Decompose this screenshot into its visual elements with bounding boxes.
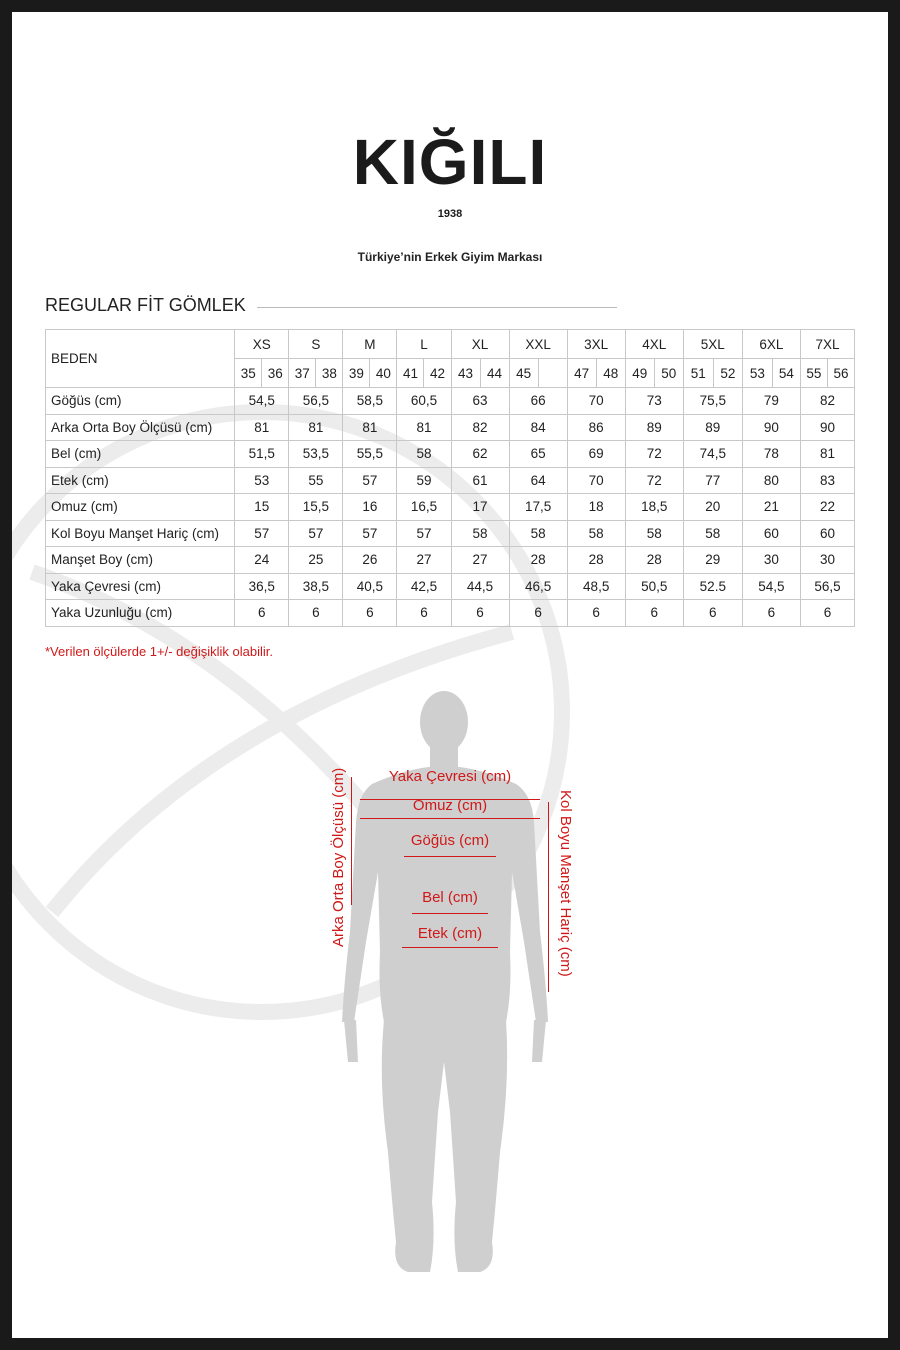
table-cell: 72: [625, 467, 683, 494]
table-cell: 58,5: [343, 388, 397, 415]
table-cell: 30: [800, 547, 854, 574]
table-cell: 90: [742, 414, 800, 441]
table-cell: 40,5: [343, 573, 397, 600]
table-cell: 16: [343, 494, 397, 521]
size-chart-page: [12, 12, 888, 1338]
row-label: Yaka Uzunluğu (cm): [46, 600, 235, 627]
measure-line: [402, 947, 498, 948]
subsize-header: 53: [742, 359, 772, 388]
table-cell: 55,5: [343, 441, 397, 468]
table-cell: 89: [625, 414, 683, 441]
table-cell: 46,5: [509, 573, 567, 600]
table-cell: 79: [742, 388, 800, 415]
table-cell: 6: [567, 600, 625, 627]
table-cell: 81: [397, 414, 451, 441]
table-cell: 6: [800, 600, 854, 627]
table-cell: 6: [625, 600, 683, 627]
table-row: [46, 441, 855, 468]
table-row: [46, 414, 855, 441]
table-cell: 80: [742, 467, 800, 494]
table-cell: 53: [235, 467, 289, 494]
table-cell: 52.5: [683, 573, 742, 600]
table-cell: 62: [451, 441, 509, 468]
label-yaka-cevresi: Yaka Çevresi (cm): [388, 768, 512, 785]
row-label: Bel (cm): [46, 441, 235, 468]
table-cell: 25: [289, 547, 343, 574]
table-cell: 83: [800, 467, 854, 494]
measure-line-vertical: [548, 802, 549, 992]
size-header: 4XL: [625, 330, 683, 359]
table-cell: 6: [683, 600, 742, 627]
table-row: [46, 573, 855, 600]
table-cell: 44,5: [451, 573, 509, 600]
brand-logo: [12, 122, 888, 272]
size-header: XS: [235, 330, 289, 359]
measure-line: [412, 913, 488, 914]
table-cell: 51,5: [235, 441, 289, 468]
table-cell: 56,5: [289, 388, 343, 415]
table-cell: 55: [289, 467, 343, 494]
table-cell: 36,5: [235, 573, 289, 600]
subsize-header: 51: [683, 359, 713, 388]
subsize-header: 45: [509, 359, 538, 388]
table-cell: 6: [509, 600, 567, 627]
size-header: 7XL: [800, 330, 854, 359]
subsize-header: 36: [262, 359, 289, 388]
table-cell: 15: [235, 494, 289, 521]
table-cell: 58: [567, 520, 625, 547]
table-row: [46, 467, 855, 494]
table-cell: 70: [567, 467, 625, 494]
table-row: [46, 600, 855, 627]
label-gogus: Göğüs (cm): [410, 832, 490, 849]
label-omuz: Omuz (cm): [412, 797, 488, 814]
size-header: L: [397, 330, 451, 359]
table-cell: 17,5: [509, 494, 567, 521]
table-cell: 54,5: [742, 573, 800, 600]
table-cell: 21: [742, 494, 800, 521]
table-row: [46, 520, 855, 547]
table-cell: 56,5: [800, 573, 854, 600]
table-cell: 6: [742, 600, 800, 627]
size-header: XL: [451, 330, 509, 359]
table-cell: 29: [683, 547, 742, 574]
table-cell: 59: [397, 467, 451, 494]
table-cell: 18: [567, 494, 625, 521]
table-cell: 58: [397, 441, 451, 468]
table-cell: 48,5: [567, 573, 625, 600]
table-cell: 28: [625, 547, 683, 574]
table-row: [46, 494, 855, 521]
table-cell: 15,5: [289, 494, 343, 521]
subsize-header: 37: [289, 359, 316, 388]
size-header: 3XL: [567, 330, 625, 359]
size-table: [45, 329, 855, 627]
page-title: REGULAR FİT GÖMLEK: [45, 295, 246, 315]
table-cell: 73: [625, 388, 683, 415]
subsize-header: 50: [654, 359, 683, 388]
table-cell: 74,5: [683, 441, 742, 468]
table-cell: 82: [800, 388, 854, 415]
subsize-header: 52: [713, 359, 742, 388]
row-label: Omuz (cm): [46, 494, 235, 521]
row-label: Etek (cm): [46, 467, 235, 494]
table-cell: 28: [509, 547, 567, 574]
table-cell: 90: [800, 414, 854, 441]
table-cell: 42,5: [397, 573, 451, 600]
table-cell: 27: [397, 547, 451, 574]
subsize-header: 56: [827, 359, 854, 388]
table-cell: 27: [451, 547, 509, 574]
brand-year: 1938: [437, 208, 463, 220]
table-cell: 57: [397, 520, 451, 547]
table-cell: 75,5: [683, 388, 742, 415]
subsize-header: 54: [772, 359, 800, 388]
table-cell: 81: [800, 441, 854, 468]
table-cell: 60,5: [397, 388, 451, 415]
subsize-header: 44: [480, 359, 509, 388]
subsize-header: 41: [397, 359, 424, 388]
table-cell: 53,5: [289, 441, 343, 468]
table-cell: 54,5: [235, 388, 289, 415]
table-cell: 60: [800, 520, 854, 547]
subsize-header: 49: [625, 359, 654, 388]
table-cell: 16,5: [397, 494, 451, 521]
table-row: [46, 388, 855, 415]
table-cell: 69: [567, 441, 625, 468]
table-cell: 81: [289, 414, 343, 441]
table-cell: 66: [509, 388, 567, 415]
measure-line-vertical: [351, 777, 352, 905]
corner-label: BEDEN: [46, 330, 235, 388]
table-cell: 78: [742, 441, 800, 468]
label-arka-orta-boy: Arka Orta Boy Ölçüsü (cm): [330, 767, 347, 947]
subsize-header: 43: [451, 359, 480, 388]
table-cell: 70: [567, 388, 625, 415]
subsize-header: 48: [596, 359, 625, 388]
table-row: [46, 547, 855, 574]
size-header: S: [289, 330, 343, 359]
measure-line: [404, 856, 496, 857]
table-cell: 82: [451, 414, 509, 441]
row-label: Yaka Çevresi (cm): [46, 573, 235, 600]
table-cell: 77: [683, 467, 742, 494]
brand-tagline: Türkiye’nin Erkek Giyim Markası: [357, 250, 543, 264]
table-cell: 6: [451, 600, 509, 627]
measure-line: [360, 818, 540, 819]
row-label: Göğüs (cm): [46, 388, 235, 415]
table-cell: 81: [343, 414, 397, 441]
table-cell: 65: [509, 441, 567, 468]
table-cell: 84: [509, 414, 567, 441]
table-cell: 6: [289, 600, 343, 627]
label-kol-boyu: Kol Boyu Manşet Hariç (cm): [557, 790, 574, 977]
table-cell: 26: [343, 547, 397, 574]
table-cell: 22: [800, 494, 854, 521]
measurement-note: *Verilen ölçülerde 1+/- değişiklik olabilir.: [45, 644, 273, 659]
subsize-header: 39: [343, 359, 370, 388]
size-header: 6XL: [742, 330, 800, 359]
table-cell: 58: [451, 520, 509, 547]
size-header: 5XL: [683, 330, 742, 359]
table-cell: 57: [343, 467, 397, 494]
table-cell: 6: [397, 600, 451, 627]
subsize-header: [538, 359, 567, 388]
table-cell: 61: [451, 467, 509, 494]
table-cell: 18,5: [625, 494, 683, 521]
subsize-header: 40: [370, 359, 397, 388]
brand-name: KIĞILI: [352, 126, 548, 198]
size-header: XXL: [509, 330, 567, 359]
subsize-header: 42: [424, 359, 451, 388]
subsize-header: 35: [235, 359, 262, 388]
size-header: M: [343, 330, 397, 359]
table-cell: 57: [343, 520, 397, 547]
row-label: Manşet Boy (cm): [46, 547, 235, 574]
table-cell: 58: [625, 520, 683, 547]
table-cell: 63: [451, 388, 509, 415]
table-cell: 20: [683, 494, 742, 521]
table-cell: 60: [742, 520, 800, 547]
table-cell: 30: [742, 547, 800, 574]
table-cell: 17: [451, 494, 509, 521]
subsize-header: 47: [567, 359, 596, 388]
table-cell: 64: [509, 467, 567, 494]
table-cell: 24: [235, 547, 289, 574]
table-cell: 38,5: [289, 573, 343, 600]
body-diagram: [12, 682, 888, 1282]
title-divider: [257, 307, 617, 308]
table-cell: 6: [235, 600, 289, 627]
table-cell: 50,5: [625, 573, 683, 600]
table-cell: 72: [625, 441, 683, 468]
table-cell: 28: [567, 547, 625, 574]
table-cell: 86: [567, 414, 625, 441]
table-header-sizes: [46, 330, 855, 359]
table-cell: 6: [343, 600, 397, 627]
table-cell: 58: [683, 520, 742, 547]
label-etek: Etek (cm): [417, 925, 483, 942]
table-cell: 89: [683, 414, 742, 441]
subsize-header: 55: [800, 359, 827, 388]
subsize-header: 38: [316, 359, 343, 388]
table-cell: 57: [235, 520, 289, 547]
label-bel: Bel (cm): [422, 889, 478, 906]
row-label: Arka Orta Boy Ölçüsü (cm): [46, 414, 235, 441]
table-cell: 58: [509, 520, 567, 547]
table-cell: 81: [235, 414, 289, 441]
table-cell: 57: [289, 520, 343, 547]
row-label: Kol Boyu Manşet Hariç (cm): [46, 520, 235, 547]
